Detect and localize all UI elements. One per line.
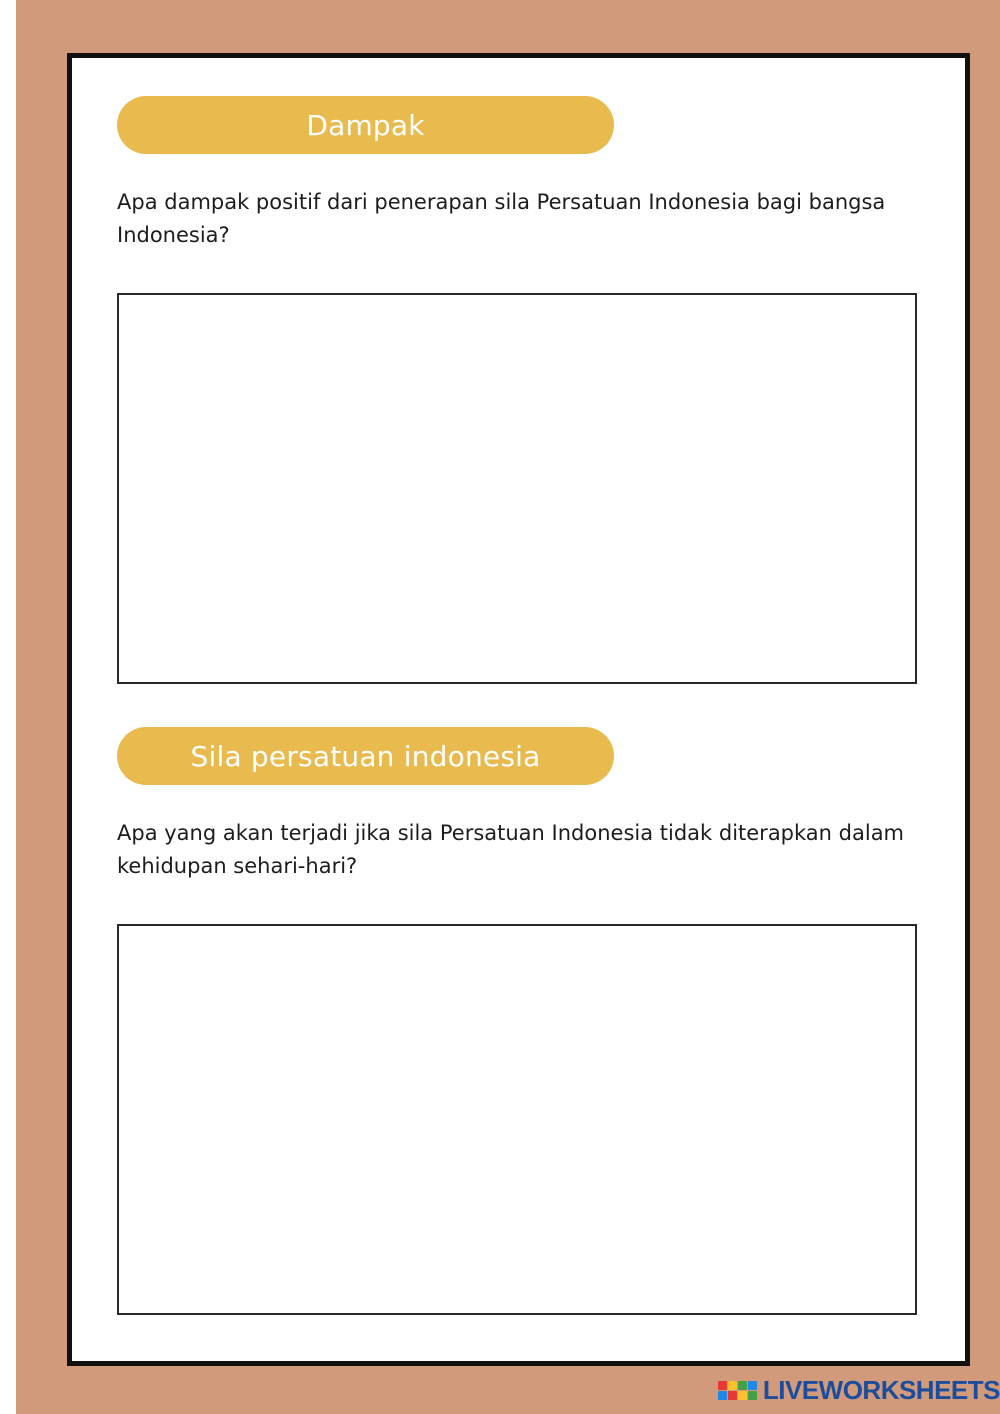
question-1-text: Apa dampak positif dari penerapan sila Persatuan Indonesia bagi bangsa Indonesia? [117, 190, 886, 247]
liveworksheets-logo [718, 1375, 1000, 1405]
answer-box-1[interactable] [117, 293, 917, 684]
section-title-dampak: Dampak [117, 96, 614, 154]
answer-box-2[interactable] [117, 924, 917, 1315]
liveworksheets-logo-icon [718, 1381, 757, 1400]
logo-text: LIVEWORKSHEETS [762, 1374, 1000, 1405]
section-title-sila-persatuan: Sila persatuan indonesia [117, 727, 614, 785]
question-2-text: Apa yang akan terjadi jika sila Persatuan Indonesia tidak diterapkan dalam kehidupan sehari-hari? [117, 821, 905, 878]
